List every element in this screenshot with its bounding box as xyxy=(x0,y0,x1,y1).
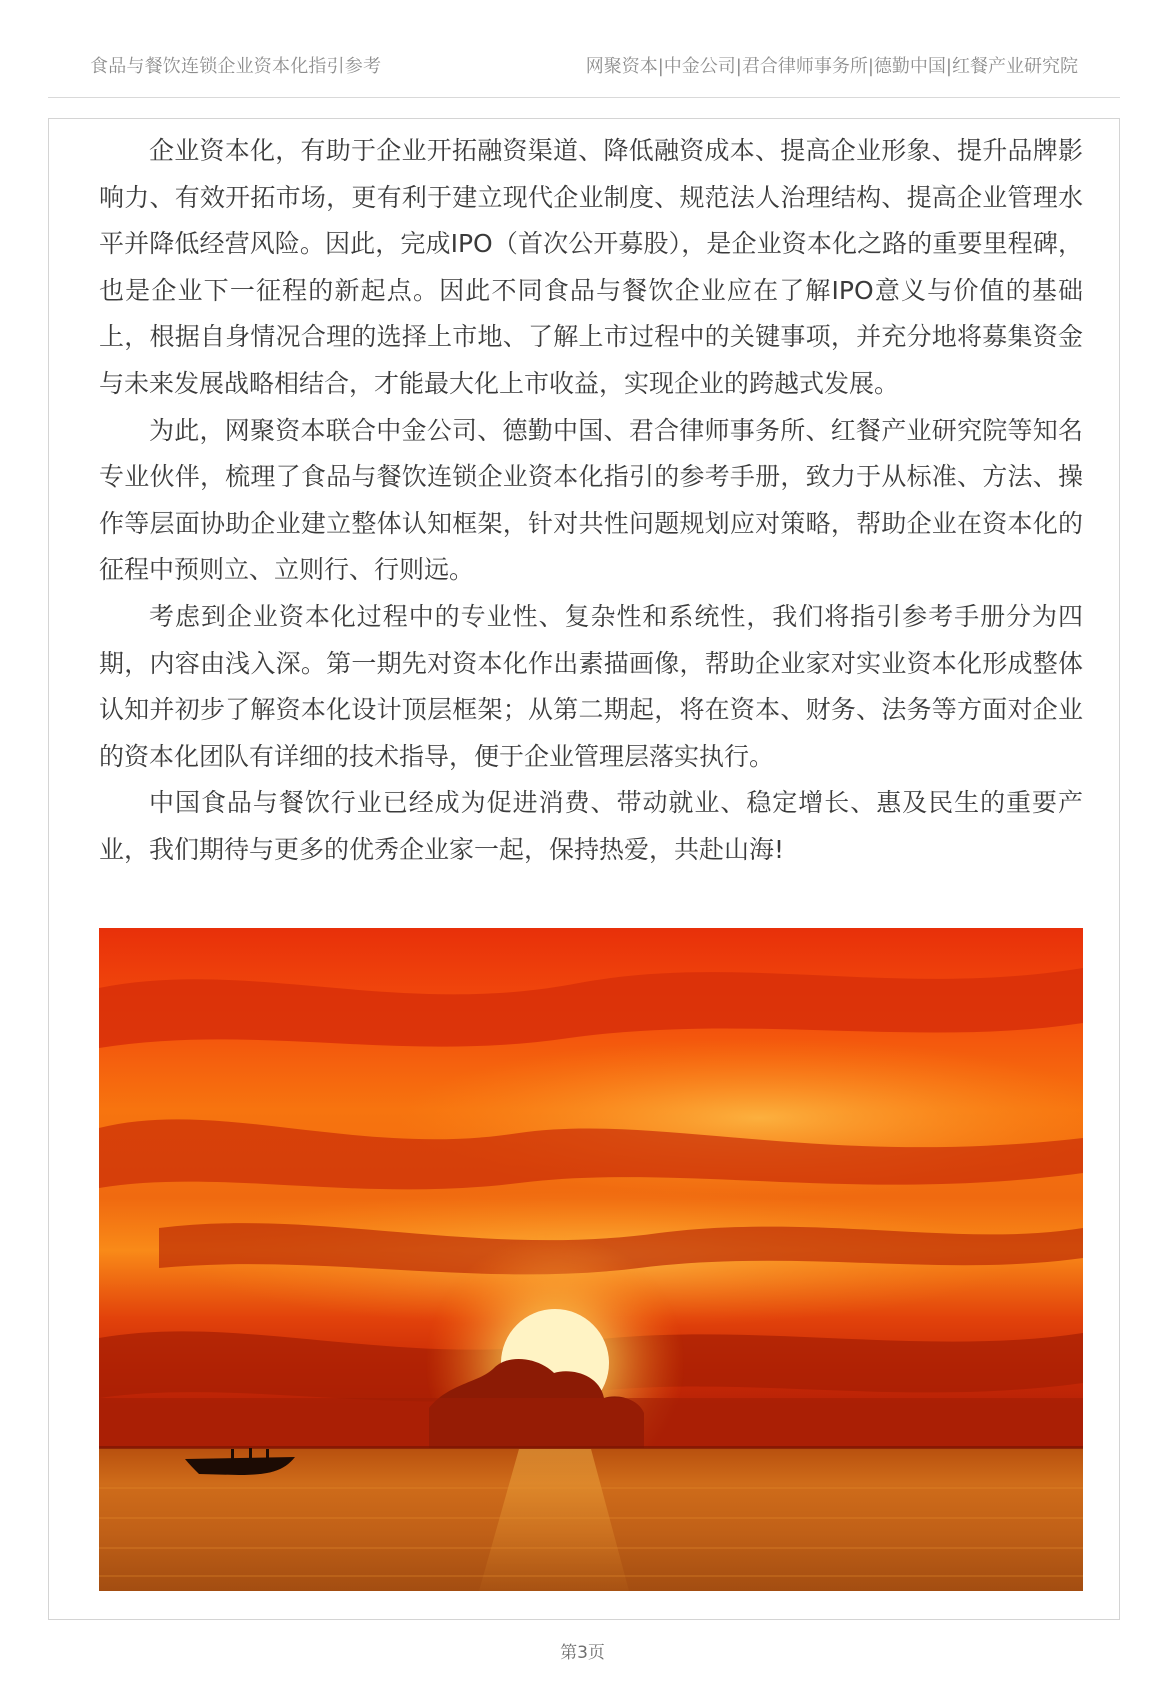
horizon-line xyxy=(99,1446,1083,1449)
page-number: 第3页 xyxy=(560,1643,605,1663)
page-header xyxy=(48,0,1120,98)
paragraph-structure: 考虑到企业资本化过程中的专业性、复杂性和系统性，我们将指引参考手册分为四期，内容由浅入深。第一期先对资本化作出素描画像，帮助企业家对实业资本化形成整体认知并初步了解资本化设计顶层框架；从第二期起，将在资本、财务、法务等方面对企业的资本化团队有详细的技术指导，便于企业管理层落实执行。 xyxy=(99,601,1083,771)
paragraph-partners: 为此，网聚资本联合中金公司、德勤中国、君合律师事务所、红餐产业研究院等知名专业伙伴，梳理了食品与餐饮连锁企业资本化指引的参考手册，致力于从标准、方法、操作等层面协助企业建立整体认知框架，针对共性问题规划应对策略，帮助企业在资本化的征程中预则立、立则行、行则远。 xyxy=(99,415,1083,585)
paragraph-closing: 中国食品与餐饮行业已经成为促进消费、带动就业、稳定增长、惠及民生的重要产业，我们期待与更多的优秀企业家一起，保持热爱，共赴山海! xyxy=(99,788,1083,864)
paragraph-intro: 企业资本化，有助于企业开拓融资渠道、降低融资成本、提高企业形象、提升品牌影响力、有效开拓市场，更有利于建立现代企业制度、规范法人治理结构、提高企业管理水平并降低经营风险。因此，完成IPO（首次公开募股），是企业资本化之路的重要里程碑，也是企业下一征程的新起点。因此不同食品与餐饮企业应在了解IPO意义与价值的基础上，根据自身情况合理的选择上市地、了解上市过程中的关键事项，并充分地将募集资金与未来发展战略相结合，才能最大化上市收益，实现企业的跨越式发展。 xyxy=(99,136,1083,398)
document-title: 食品与餐饮连锁企业资本化指引参考 xyxy=(90,56,382,77)
partner-list: 网聚资本|中金公司|君合律师事务所|德勤中国|红餐产业研究院 xyxy=(585,56,1078,77)
horizon-haze xyxy=(99,1398,1083,1448)
sunset-photo xyxy=(99,928,1083,1591)
body-text xyxy=(99,128,1083,874)
